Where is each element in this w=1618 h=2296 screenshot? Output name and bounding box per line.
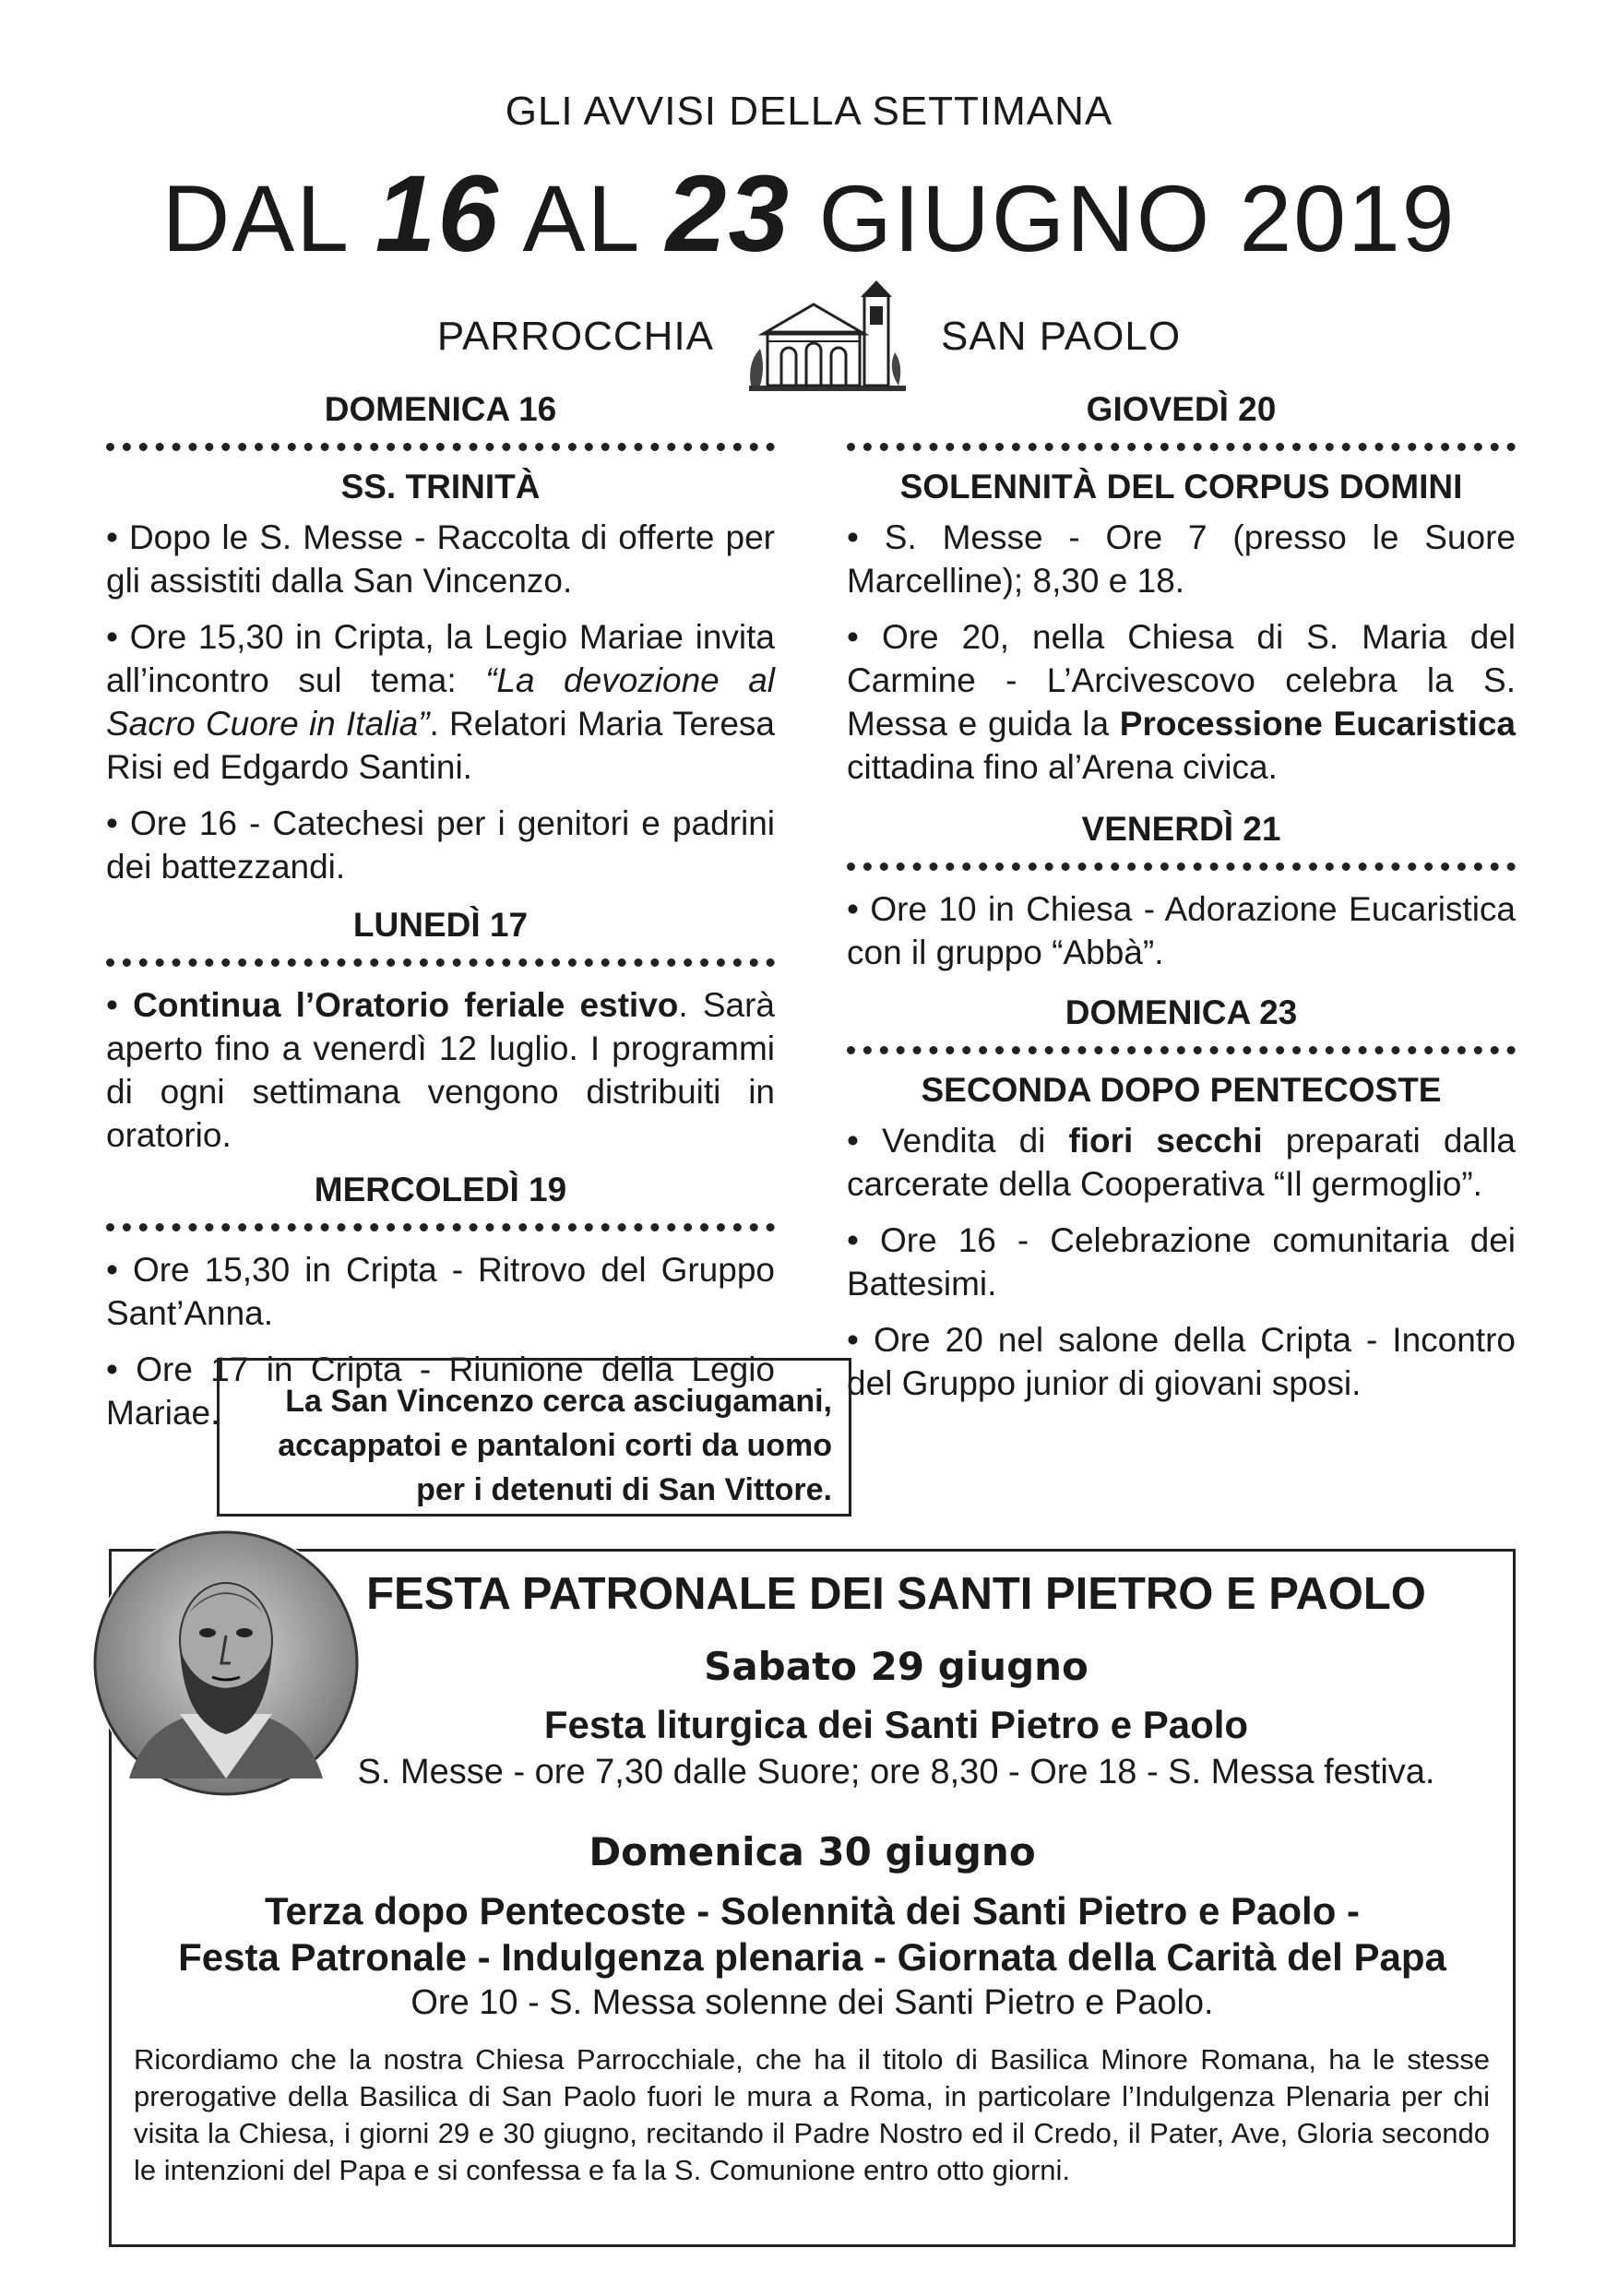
notice-item: • Ore 15,30 in Cripta - Ritrovo del Gruppo Sant’Anna. bbox=[106, 1251, 775, 1332]
notice-item bbox=[847, 615, 1516, 789]
page-title bbox=[0, 155, 1618, 275]
note-text: , recitando il Padre Nostro ed il Credo, il Pater, Ave, Gloria secondo le intenzioni del Papa e si confessa e fa la S. Comunione entro otto giorni. bbox=[134, 2117, 1490, 2186]
feast-title: SECONDA DOPO PENTECOSTE bbox=[921, 1071, 1442, 1109]
notice-item: • Ore 16 - Catechesi per i genitori e padrini dei battezzandi. bbox=[106, 804, 775, 886]
sunday-subtitle-2: Festa Patronale - Indulgenza plenaria - Giornata della Carità del Papa bbox=[178, 1935, 1446, 1979]
box-line: accappatoi e pantaloni corti da uomo bbox=[278, 1428, 832, 1463]
festa-title: FESTA PATRONALE DEI SANTI PIETRO E PAOLO bbox=[366, 1569, 1426, 1619]
day-giovedi-20: GIOVEDÌ 20 bbox=[1086, 390, 1277, 428]
indulgence-note bbox=[134, 2041, 1490, 2189]
notice-item: • S. Messe - Ore 7 (presso le Suore Marcelline); 8,30 e 18. bbox=[847, 518, 1516, 600]
saturday-info: S. Messe - ore 7,30 dalle Suore; ore 8,30 - Ore 18 - S. Messa festiva. bbox=[357, 1753, 1435, 1791]
feast-title: SS. TRINITÀ bbox=[340, 468, 541, 506]
dotted-divider bbox=[847, 1037, 1516, 1054]
day-mercoledi-19: MERCOLEDÌ 19 bbox=[314, 1171, 567, 1208]
box-line: La San Vincenzo cerca asciugamani, bbox=[285, 1384, 832, 1419]
notice-item: • Ore 20 nel salone della Cripta - Incontro del Gruppo junior di giovani sposi. bbox=[847, 1321, 1516, 1402]
notice-highlight: fiori secchi bbox=[1068, 1122, 1263, 1160]
day-lunedi-17: LUNEDÌ 17 bbox=[352, 906, 529, 944]
title-day-start: 16 bbox=[375, 153, 500, 275]
sunday-date: Domenica 30 giugno bbox=[589, 1829, 1036, 1874]
notice-text: • Vendita di bbox=[847, 1122, 1069, 1160]
dotted-divider bbox=[847, 853, 1516, 871]
feast-title: SOLENNITÀ DEL CORPUS DOMINI bbox=[899, 468, 1463, 506]
day-domenica-23: DOMENICA 23 bbox=[1065, 993, 1298, 1031]
title-al: AL bbox=[499, 166, 666, 271]
box-line: per i detenuti di San Vittore. bbox=[416, 1472, 832, 1507]
sunday-info: Ore 10 - S. Messa solenne dei Santi Pietro e Paolo. bbox=[410, 1983, 1214, 2022]
notice-item: • Ore 17 in Cripta - Riunione della Legio Mariae. bbox=[106, 1350, 775, 1432]
day-venerdi-21: VENERDÌ 21 bbox=[1081, 810, 1281, 848]
title-dal: DAL bbox=[161, 166, 375, 271]
notice-text: • Ore 20, nella Chiesa di S. Maria del Carmine - L’Arcivescovo celebra la S. Messa e guida la bbox=[847, 618, 1516, 743]
notice-text: . Sarà aperto fino a venerdì 12 luglio. I programmi di ogni settimana vengono distribuiti in oratorio. bbox=[106, 986, 776, 1154]
dotted-divider bbox=[106, 949, 775, 967]
left-column bbox=[106, 386, 775, 1447]
sunday-subtitle-1: Terza dopo Pentecoste - Solennità dei Santi Pietro e Paolo - bbox=[264, 1889, 1361, 1933]
parish-label-left: PARROCCHIA bbox=[436, 314, 715, 359]
dotted-divider bbox=[847, 434, 1516, 451]
note-text: Ricordiamo che la nostra Chiesa Parrocchiale, che ha il titolo di Basilica Minore Romana, ha le stesse prerogative della Basilica di San Paolo fuori le mura a Roma, in particolare l’Indulgenza Plenaria per chi visita la Chiesa, bbox=[134, 2043, 1490, 2149]
dotted-divider bbox=[106, 434, 775, 451]
right-column bbox=[847, 386, 1516, 1418]
san-vincenzo-box bbox=[217, 1358, 851, 1517]
notice-highlight: Continua l’Oratorio feriale estivo bbox=[133, 986, 679, 1024]
notice-item bbox=[847, 1119, 1516, 1206]
parish-label-right: SAN PAOLO bbox=[941, 314, 1182, 359]
notice-theme: “La devozione al Sacro Cuore in Italia” bbox=[106, 661, 775, 743]
notice-text: • Ore 15,30 in Cripta, la Legio Mariae invita all’incontro sul tema: bbox=[106, 618, 775, 699]
parish-row bbox=[0, 277, 1618, 397]
notice-item: • Dopo le S. Messe - Raccolta di offerte per gli assistiti dalla San Vincenzo. bbox=[106, 518, 775, 600]
notice-text: • bbox=[106, 986, 134, 1024]
notice-text: . Relatori Maria Teresa Risi ed Edgardo Santini. bbox=[106, 705, 775, 786]
saturday-subtitle: Festa liturgica dei Santi Pietro e Paolo bbox=[543, 1703, 1249, 1746]
notice-item bbox=[106, 615, 775, 789]
notice-item bbox=[106, 983, 775, 1157]
note-highlight: i giorni 29 e 30 giugno bbox=[344, 2117, 630, 2149]
notice-text: cittadina fino al’Arena civica. bbox=[847, 748, 1278, 786]
notice-item: • Ore 10 in Chiesa - Adorazione Eucaristica con il gruppo “Abbà”. bbox=[847, 890, 1516, 971]
dotted-divider bbox=[106, 1214, 775, 1231]
saturday-date: Sabato 29 giugno bbox=[704, 1644, 1089, 1689]
church-icon bbox=[740, 277, 915, 397]
notice-highlight: Processione Eucaristica bbox=[1119, 705, 1516, 743]
day-domenica-16: DOMENICA 16 bbox=[324, 390, 557, 428]
title-month-year: GIUGNO 2019 bbox=[791, 166, 1457, 271]
kicker: GLI AVVISI DELLA SETTIMANA bbox=[505, 89, 1113, 134]
title-day-end: 23 bbox=[665, 153, 791, 275]
notice-item: • Ore 16 - Celebrazione comunitaria dei Battesimi. bbox=[847, 1221, 1516, 1303]
notice-text: preparati dalla carcerate della Cooperativa “Il germoglio”. bbox=[847, 1122, 1516, 1203]
